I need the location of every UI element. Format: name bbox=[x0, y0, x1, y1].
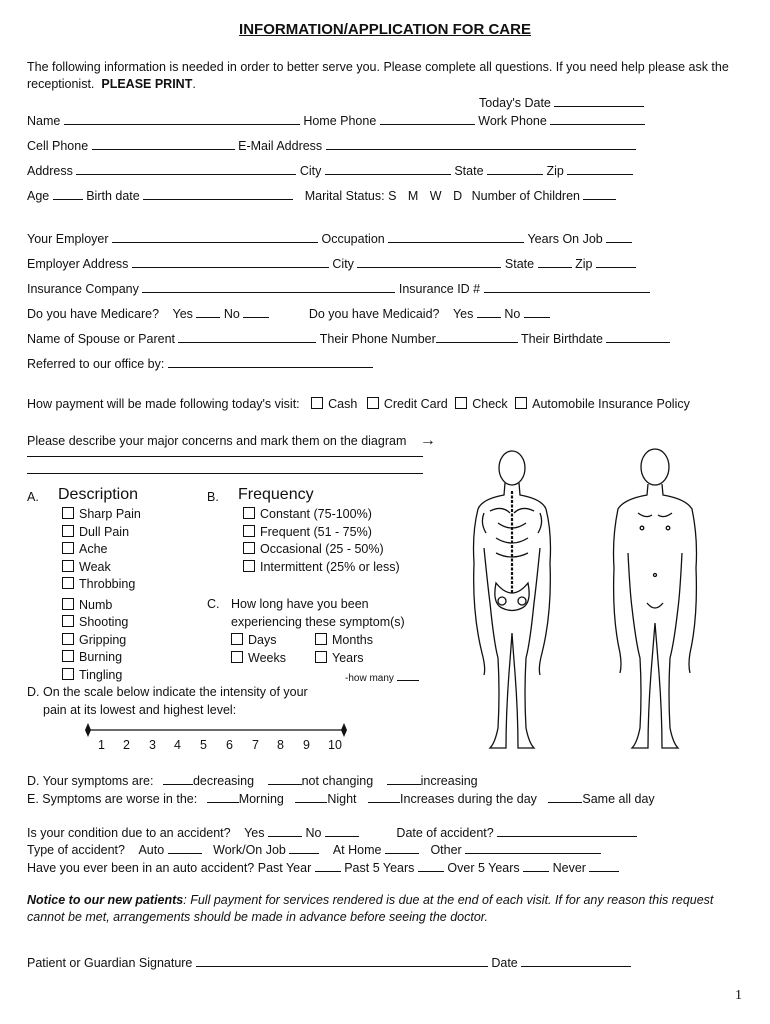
insurance-id-field[interactable] bbox=[484, 280, 650, 293]
marital-label: Marital Status: S bbox=[304, 189, 397, 203]
cell-phone-label: Cell Phone bbox=[27, 139, 89, 153]
accident-ever-label: Have you ever been in an auto accident? bbox=[27, 861, 255, 875]
accident-date-field[interactable] bbox=[497, 824, 637, 837]
payment-row bbox=[27, 397, 690, 411]
employer-row bbox=[27, 230, 632, 246]
email-field[interactable] bbox=[326, 137, 636, 150]
scale-number[interactable]: 10 bbox=[328, 738, 342, 752]
checkbox-icon[interactable] bbox=[515, 397, 527, 409]
checkbox-icon[interactable] bbox=[62, 525, 74, 537]
increasing-field[interactable] bbox=[387, 772, 421, 785]
increases-day-label: Increases during the day bbox=[400, 792, 537, 806]
scale-number[interactable]: 2 bbox=[123, 738, 130, 752]
checkbox-icon[interactable] bbox=[62, 668, 74, 680]
name-row bbox=[27, 112, 645, 128]
medicare-row bbox=[27, 305, 550, 321]
accident-yes-field[interactable] bbox=[268, 824, 302, 837]
checkbox-icon[interactable] bbox=[62, 560, 74, 572]
desc-item-numb[interactable]: Numb bbox=[62, 597, 141, 615]
howlong-months[interactable]: Months bbox=[315, 633, 373, 647]
occupation-label: Occupation bbox=[321, 232, 385, 246]
employer-label: Your Employer bbox=[27, 232, 109, 246]
concerns-row bbox=[27, 432, 436, 450]
checkbox-icon[interactable] bbox=[62, 633, 74, 645]
howlong-days[interactable]: Days bbox=[231, 633, 276, 647]
medicaid-no-label: No bbox=[504, 307, 521, 321]
accident-due-label: Is your condition due to an accident? bbox=[27, 826, 231, 840]
checkbox-icon[interactable] bbox=[62, 598, 74, 610]
email-label: E-Mail Address bbox=[238, 139, 323, 153]
howlong-line1: How long have you been bbox=[231, 597, 369, 611]
state-field[interactable] bbox=[487, 162, 543, 175]
signature-date-label: Date bbox=[491, 956, 518, 970]
cell-row bbox=[27, 137, 636, 153]
checkbox-icon[interactable] bbox=[62, 577, 74, 589]
zip-field[interactable] bbox=[567, 162, 633, 175]
employer-address-field[interactable] bbox=[132, 255, 329, 268]
notice-text: Notice to our new patients: Full payment for services rendered is due at the end of each visit. If for any reason this request cannot be met, arrangements should be made in advance before seeing the doctor. bbox=[27, 893, 714, 924]
checkbox-icon[interactable] bbox=[62, 615, 74, 627]
insurance-company-field[interactable] bbox=[142, 280, 395, 293]
frequency-title: Frequency bbox=[238, 486, 314, 503]
address-row bbox=[27, 162, 633, 178]
symptoms-worse-label: E. Symptoms are worse in the: bbox=[27, 792, 198, 806]
employer-address-row bbox=[27, 255, 636, 271]
how-many-row bbox=[345, 671, 419, 684]
scale-line2: pain at its lowest and highest level: bbox=[43, 703, 237, 717]
symptoms-are-label: D. Your symptoms are: bbox=[27, 774, 154, 788]
scale-number[interactable]: 1 bbox=[98, 738, 105, 752]
accident-no-label: No bbox=[305, 826, 322, 840]
city-label: City bbox=[299, 164, 322, 178]
cell-phone-field[interactable] bbox=[92, 137, 235, 150]
employer-city-label: City bbox=[332, 257, 354, 271]
same-all-day-label: Same all day bbox=[582, 792, 655, 806]
spouse-row bbox=[27, 330, 670, 346]
address-field[interactable] bbox=[76, 162, 296, 175]
accident-home-label: At Home bbox=[332, 843, 382, 857]
work-phone-field[interactable] bbox=[550, 112, 645, 125]
medicaid-no-field[interactable] bbox=[524, 305, 550, 318]
their-birthdate-label: Their Birthdate bbox=[521, 332, 603, 346]
signature-date-field[interactable] bbox=[521, 954, 631, 967]
concerns-line-2[interactable] bbox=[27, 473, 423, 474]
years-on-job-field[interactable] bbox=[606, 230, 632, 243]
increasing-label: increasing bbox=[420, 774, 478, 788]
name-label: Name bbox=[27, 114, 61, 128]
medicare-label: Do you have Medicare? bbox=[27, 307, 160, 321]
howlong-weeks[interactable]: Weeks bbox=[231, 651, 286, 665]
referred-row bbox=[27, 355, 373, 371]
occupation-field[interactable] bbox=[388, 230, 524, 243]
body-diagram[interactable] bbox=[462, 443, 732, 761]
desc-item-gripping[interactable]: Gripping bbox=[62, 632, 141, 650]
signature-label: Patient or Guardian Signature bbox=[27, 956, 193, 970]
accident-auto-field[interactable] bbox=[168, 841, 202, 854]
marital-d[interactable]: D bbox=[453, 189, 463, 203]
accident-type-row bbox=[27, 841, 601, 857]
employer-address-label: Employer Address bbox=[27, 257, 129, 271]
concerns-label: Please describe your major concerns and mark them on the diagram bbox=[27, 434, 407, 448]
description-letter: A. bbox=[27, 490, 39, 504]
over-5-field[interactable] bbox=[523, 859, 549, 872]
city-field[interactable] bbox=[325, 162, 451, 175]
page-title: INFORMATION/APPLICATION FOR CARE bbox=[239, 21, 531, 38]
howlong-line2: experiencing these symptom(s) bbox=[231, 615, 405, 629]
scale-number[interactable]: 5 bbox=[200, 738, 207, 752]
birth-date-label: Birth date bbox=[86, 189, 140, 203]
scale-number[interactable]: 3 bbox=[149, 738, 156, 752]
insurance-company-label: Insurance Company bbox=[27, 282, 139, 296]
insurance-id-label: Insurance ID # bbox=[398, 282, 481, 296]
their-phone-label: Their Phone Number bbox=[319, 332, 436, 346]
desc-item-dull-pain[interactable]: Dull Pain bbox=[62, 524, 141, 542]
desc-item-sharp-pain[interactable]: Sharp Pain bbox=[62, 506, 141, 524]
checkbox-icon[interactable] bbox=[315, 633, 327, 645]
past-5-field[interactable] bbox=[418, 859, 444, 872]
diamond-right-icon bbox=[341, 723, 347, 737]
children-field[interactable] bbox=[583, 187, 616, 200]
frequency-list bbox=[243, 506, 400, 576]
desc-item-shooting[interactable]: Shooting bbox=[62, 614, 141, 632]
desc-item-ache[interactable]: Ache bbox=[62, 541, 141, 559]
body-front-figure bbox=[614, 449, 697, 748]
employer-state-label: State bbox=[504, 257, 535, 271]
todays-date-field[interactable] bbox=[554, 94, 644, 107]
accident-type-label: Type of accident? bbox=[27, 843, 125, 857]
checkbox-icon[interactable] bbox=[62, 542, 74, 554]
increases-day-field[interactable] bbox=[368, 790, 400, 803]
medicare-no-field[interactable] bbox=[243, 305, 269, 318]
payment-check[interactable]: Check bbox=[455, 397, 507, 411]
employer-field[interactable] bbox=[112, 230, 318, 243]
todays-date-label: Today's Date bbox=[479, 96, 551, 110]
marital-m[interactable]: M bbox=[407, 189, 419, 203]
employer-city-field[interactable] bbox=[357, 255, 501, 268]
checkbox-icon[interactable] bbox=[62, 507, 74, 519]
checkbox-icon[interactable] bbox=[231, 651, 243, 663]
home-phone-field[interactable] bbox=[380, 112, 475, 125]
description-list bbox=[62, 506, 141, 684]
decreasing-label: decreasing bbox=[192, 774, 255, 788]
age-field[interactable] bbox=[53, 187, 83, 200]
accident-due-row bbox=[27, 824, 637, 840]
insurance-row bbox=[27, 280, 650, 296]
arrow-right-icon: → bbox=[419, 432, 436, 449]
not-changing-label: not changing bbox=[301, 774, 374, 788]
state-label: State bbox=[454, 164, 484, 178]
zip-label: Zip bbox=[546, 164, 564, 178]
employer-state-field[interactable] bbox=[538, 255, 572, 268]
their-phone-field[interactable] bbox=[436, 330, 518, 343]
scale-line1: D. On the scale below indicate the intensity of your bbox=[27, 685, 308, 699]
freq-item-occasional[interactable]: Occasional (25 - 50%) bbox=[243, 541, 400, 559]
medicaid-label: Do you have Medicaid? bbox=[308, 307, 440, 321]
checkbox-icon[interactable] bbox=[62, 650, 74, 662]
over-5-label: Over 5 Years bbox=[447, 861, 520, 875]
checkbox-icon[interactable] bbox=[243, 507, 255, 519]
payment-label: How payment will be made following today's visit: bbox=[27, 397, 300, 411]
howlong-letter: C. bbox=[207, 597, 220, 611]
night-label: Night bbox=[327, 792, 357, 806]
accident-auto-label: Auto bbox=[138, 843, 165, 857]
desc-item-weak[interactable]: Weak bbox=[62, 559, 141, 577]
payment-cash[interactable]: Cash bbox=[311, 397, 357, 411]
signature-field[interactable] bbox=[196, 954, 488, 967]
scale-number[interactable]: 9 bbox=[303, 738, 310, 752]
accident-other-field[interactable] bbox=[465, 841, 601, 854]
checkbox-icon[interactable] bbox=[243, 542, 255, 554]
morning-label: Morning bbox=[238, 792, 284, 806]
freq-item-constant[interactable]: Constant (75-100%) bbox=[243, 506, 400, 524]
medicare-yes-field[interactable] bbox=[196, 305, 220, 318]
symptoms-are-row bbox=[27, 772, 478, 788]
checkbox-icon[interactable] bbox=[231, 633, 243, 645]
intro-text: The following information is needed in order to better serve you. Please complete all questions. If you need help please ask the receptionist. PLEASE PRINT. bbox=[27, 60, 729, 91]
years-on-job-label: Years On Job bbox=[527, 232, 603, 246]
name-field[interactable] bbox=[64, 112, 300, 125]
address-label: Address bbox=[27, 164, 73, 178]
scale-number[interactable]: 8 bbox=[277, 738, 284, 752]
scale-number[interactable]: 6 bbox=[226, 738, 233, 752]
referred-label: Referred to our office by: bbox=[27, 357, 165, 371]
payment-auto-insurance[interactable]: Automobile Insurance Policy bbox=[515, 397, 690, 411]
desc-item-burning[interactable]: Burning bbox=[62, 649, 141, 667]
accident-work-field[interactable] bbox=[289, 841, 319, 854]
frequency-letter: B. bbox=[207, 490, 219, 504]
checkbox-icon[interactable] bbox=[311, 397, 323, 409]
checkbox-icon[interactable] bbox=[243, 560, 255, 572]
scale-number[interactable]: 4 bbox=[174, 738, 181, 752]
medicaid-yes-field[interactable] bbox=[477, 305, 501, 318]
accident-ever-row bbox=[27, 859, 619, 875]
work-phone-label: Work Phone bbox=[478, 114, 547, 128]
page-number: 1 bbox=[735, 988, 742, 1003]
freq-item-intermittent[interactable]: Intermittent (25% or less) bbox=[243, 559, 400, 577]
how-many-label: -how many bbox=[345, 673, 394, 684]
same-all-day-field[interactable] bbox=[548, 790, 582, 803]
night-field[interactable] bbox=[295, 790, 327, 803]
past-5-label: Past 5 Years bbox=[344, 861, 415, 875]
accident-no-field[interactable] bbox=[325, 824, 359, 837]
checkbox-icon[interactable] bbox=[243, 525, 255, 537]
past-year-field[interactable] bbox=[315, 859, 341, 872]
morning-field[interactable] bbox=[207, 790, 239, 803]
diamond-left-icon bbox=[85, 723, 91, 737]
accident-home-field[interactable] bbox=[385, 841, 419, 854]
referred-field[interactable] bbox=[168, 355, 373, 368]
past-year-label: Past Year bbox=[257, 861, 312, 875]
todays-date-row bbox=[479, 94, 644, 110]
not-changing-field[interactable] bbox=[268, 772, 302, 785]
spouse-label: Name of Spouse or Parent bbox=[27, 332, 175, 346]
marital-w[interactable]: W bbox=[429, 189, 442, 203]
concerns-line-1[interactable] bbox=[27, 456, 423, 457]
accident-date-label: Date of accident? bbox=[396, 826, 494, 840]
never-field[interactable] bbox=[589, 859, 619, 872]
age-label: Age bbox=[27, 189, 50, 203]
freq-item-frequent[interactable]: Frequent (51 - 75%) bbox=[243, 524, 400, 542]
howlong-years[interactable]: Years bbox=[315, 651, 364, 665]
how-many-field[interactable] bbox=[397, 671, 419, 681]
accident-yes-label: Yes bbox=[244, 826, 265, 840]
accident-work-label: Work/On Job bbox=[213, 843, 286, 857]
spouse-field[interactable] bbox=[178, 330, 316, 343]
body-back-figure bbox=[474, 451, 551, 748]
medicare-no-label: No bbox=[223, 307, 240, 321]
signature-row bbox=[27, 954, 631, 970]
their-birthdate-field[interactable] bbox=[606, 330, 670, 343]
checkbox-icon[interactable] bbox=[315, 651, 327, 663]
medicaid-yes-label: Yes bbox=[452, 307, 474, 321]
employer-zip-field[interactable] bbox=[596, 255, 636, 268]
checkbox-icon[interactable] bbox=[367, 397, 379, 409]
decreasing-field[interactable] bbox=[163, 772, 193, 785]
symptoms-worse-row bbox=[27, 790, 655, 806]
employer-zip-label: Zip bbox=[575, 257, 593, 271]
scale-number[interactable]: 7 bbox=[252, 738, 259, 752]
never-label: Never bbox=[552, 861, 586, 875]
desc-item-throbbing[interactable]: Throbbing bbox=[62, 576, 141, 594]
accident-other-label: Other bbox=[430, 843, 462, 857]
description-title: Description bbox=[58, 486, 139, 503]
age-row bbox=[27, 187, 616, 203]
desc-item-tingling[interactable]: Tingling bbox=[62, 667, 141, 685]
medicare-yes-label: Yes bbox=[172, 307, 193, 321]
home-phone-label: Home Phone bbox=[303, 114, 377, 128]
children-label: Number of Children bbox=[471, 189, 580, 203]
birth-date-field[interactable] bbox=[143, 187, 293, 200]
checkbox-icon[interactable] bbox=[455, 397, 467, 409]
payment-credit-card[interactable]: Credit Card bbox=[367, 397, 448, 411]
